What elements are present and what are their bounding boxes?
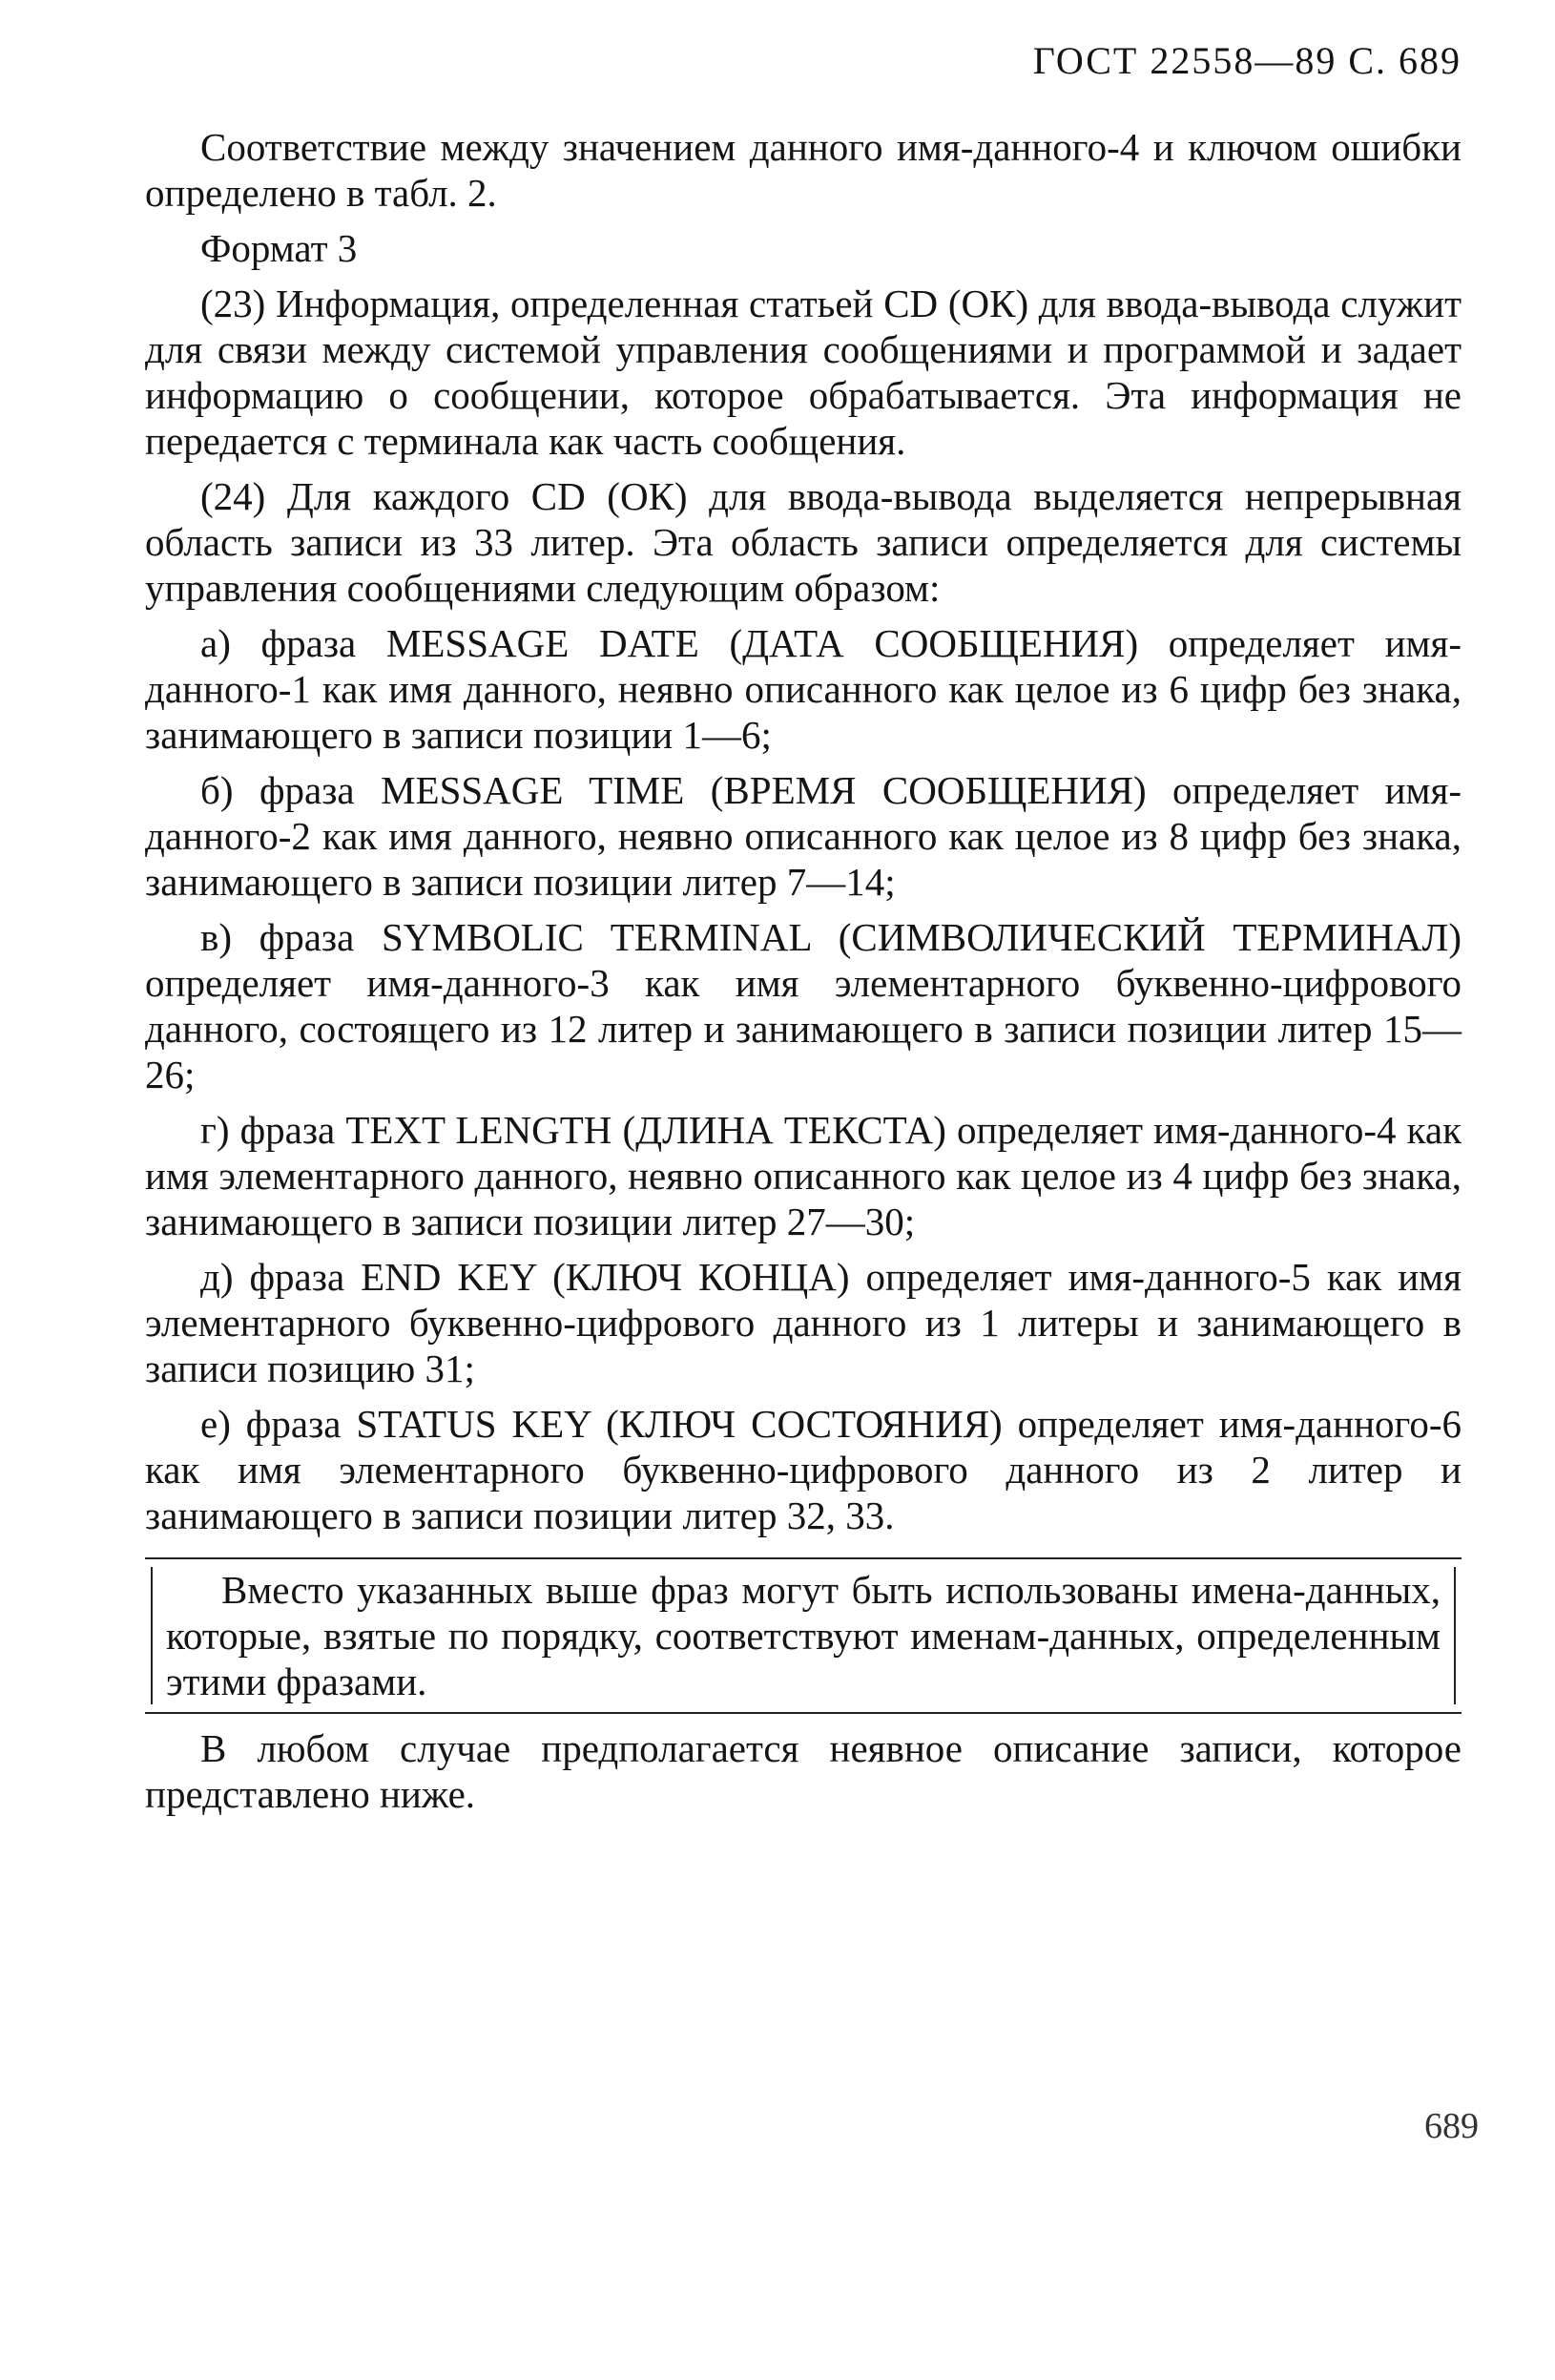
page-number: 689	[1424, 2106, 1479, 2146]
boxed-note	[145, 1557, 1462, 1714]
list-item-d: д) фраза END KEY (КЛЮЧ КОНЦА) определяет имя-данного-5 как имя элементарного буквенно-цифрового данного из 1 литеры и занимающего в записи позицию 31;	[145, 1255, 1462, 1390]
list-item-v: в) фраза SYMBOLIC TERMINAL (СИМВОЛИЧЕСКИЙ ТЕРМИНАЛ) определяет имя-данного-3 как имя элементарного буквенно-цифрового данного, состоящего из 12 литер и занимающего в записи позиции литер 15—26;	[145, 915, 1462, 1096]
list-item-e: е) фраза STATUS KEY (КЛЮЧ СОСТОЯНИЯ) определяет имя-данного-6 как имя элементарного буквенно-цифрового данного из 2 литер и занимающего в записи позиции литер 32, 33.	[145, 1402, 1462, 1537]
paragraph-23: (23) Информация, определенная статьей CD (ОК) для ввода-вывода служит для связи между системой управления сообщениями и программой и задает информацию о сообщении, которое обрабатывается. Эта информация не передается с терминала как часть сообщения.	[145, 282, 1462, 463]
paragraph-error-key: Соответствие между значением данного имя-данного-4 и ключом ошибки определено в табл. 2.	[145, 125, 1462, 215]
list-item-g: г) фраза TEXT LENGTH (ДЛИНА ТЕКСТА) определяет имя-данного-4 как имя элементарного данного, неявно описанного как целое из 4 цифр без знака, занимающего в записи позиции литер 27—30;	[145, 1108, 1462, 1243]
main-text	[145, 124, 1462, 1827]
format-heading: Формат 3	[200, 226, 358, 270]
paragraph-24: (24) Для каждого CD (ОК) для ввода-вывода выделяется непрерывная область записи из 33 литер. Эта область записи определяется для системы управления сообщениями следующим образом:	[145, 474, 1462, 610]
note-text: Вместо указанных выше фраз могут быть использованы имена-данных, которые, взятые по порядку, соответствуют именам-данных, определенным этими фразами.	[151, 1567, 1456, 1704]
running-header: ГОСТ 22558—89 С. 689	[1032, 39, 1462, 82]
list-item-b: б) фраза MESSAGE TIME (ВРЕМЯ СООБЩЕНИЯ) определяет имя-данного-2 как имя данного, неявно описанного как целое из 8 цифр без знака, занимающего в записи позиции литер 7—14;	[145, 768, 1462, 904]
list-item-a: а) фраза MESSAGE DATE (ДАТА СООБЩЕНИЯ) определяет имя-данного-1 как имя данного, неявно описанного как целое из 6 цифр без знака, занимающего в записи позиции 1—6;	[145, 621, 1462, 757]
paragraph-final: В любом случае предполагается неявное описание записи, которое представлено ниже.	[145, 1726, 1462, 1816]
